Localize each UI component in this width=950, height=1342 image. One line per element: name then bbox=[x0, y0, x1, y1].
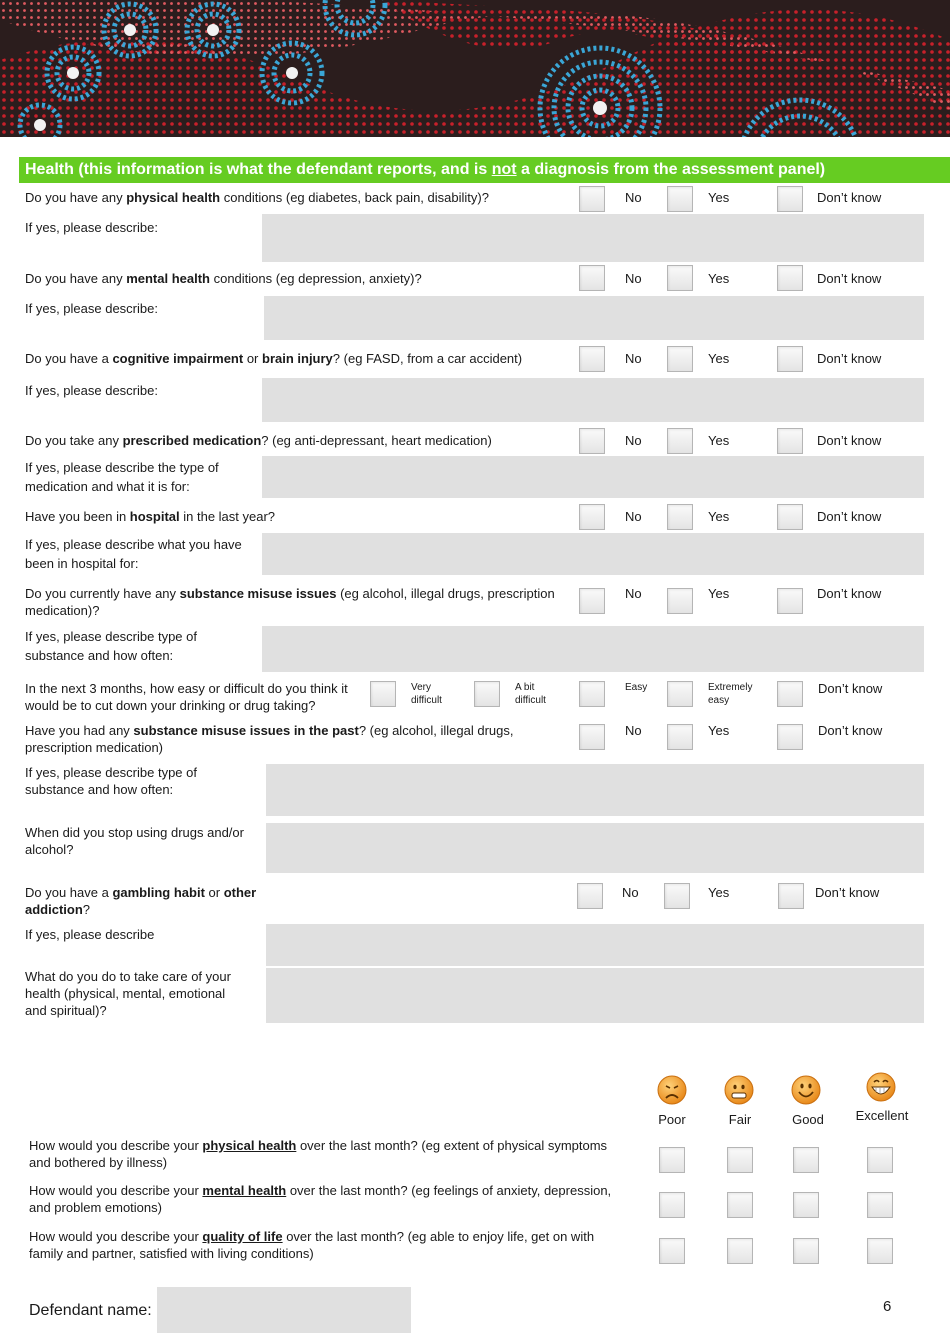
q-bold: physical health bbox=[126, 190, 221, 205]
quality-poor-checkbox[interactable] bbox=[659, 1238, 685, 1264]
cognitive-describe-label: If yes, please describe: bbox=[25, 383, 158, 398]
mental-yes-checkbox[interactable] bbox=[667, 265, 693, 291]
option-label: Don’t know bbox=[818, 681, 883, 696]
option-label: Don’t know bbox=[818, 723, 883, 738]
option-label: Yes bbox=[708, 586, 730, 601]
option-label: Easy bbox=[625, 682, 648, 693]
gambling-yes-checkbox[interactable] bbox=[664, 883, 690, 909]
mental-dontknow-checkbox[interactable] bbox=[777, 265, 803, 291]
health-care-field[interactable] bbox=[266, 968, 924, 1023]
q-text: conditions (eg diabetes, back pain, disability)? bbox=[220, 190, 489, 205]
q-text: How would you describe your bbox=[29, 1183, 203, 1198]
option-label: Don’t know bbox=[817, 271, 882, 286]
hospital-yes-checkbox[interactable] bbox=[667, 504, 693, 530]
physical-fair-checkbox[interactable] bbox=[727, 1147, 753, 1173]
gambling-no-checkbox[interactable] bbox=[577, 883, 603, 909]
physical-dontknow-checkbox[interactable] bbox=[777, 186, 803, 212]
q-text: Do you take any bbox=[25, 433, 123, 448]
q-text: or bbox=[204, 885, 224, 900]
q-bold: gambling habit bbox=[112, 885, 205, 900]
q-text: Have you been in bbox=[25, 509, 130, 524]
substance-no-checkbox[interactable] bbox=[579, 588, 605, 614]
cognitive-dontknow-checkbox[interactable] bbox=[777, 346, 803, 372]
quality-good-checkbox[interactable] bbox=[793, 1238, 819, 1264]
gambling-question bbox=[25, 884, 265, 918]
physical-health-question bbox=[25, 189, 489, 206]
very-difficult-checkbox[interactable] bbox=[370, 681, 396, 707]
q-text: (eg alcohol, illegal drugs, prescription medication)? bbox=[25, 586, 555, 618]
medication-question bbox=[25, 432, 492, 449]
q-text: ? (eg FASD, from a car accident) bbox=[332, 351, 523, 366]
quality-fair-checkbox[interactable] bbox=[727, 1238, 753, 1264]
gambling-describe-field[interactable] bbox=[266, 924, 924, 966]
medication-dontknow-checkbox[interactable] bbox=[777, 428, 803, 454]
smile-face-icon bbox=[790, 1074, 822, 1106]
option-label: Don’t know bbox=[817, 190, 882, 205]
past-substance-yes-checkbox[interactable] bbox=[667, 724, 693, 750]
q-text: over the last month? (eg able to enjoy life, get on with family and partner, satisfied with living conditions) bbox=[29, 1229, 595, 1261]
past-substance-question bbox=[25, 722, 545, 756]
option-label: Yes bbox=[708, 509, 730, 524]
option-label: Don’t know bbox=[817, 509, 882, 524]
option-label: Yes bbox=[708, 190, 730, 205]
option-label: Yes bbox=[708, 351, 730, 366]
past-substance-describe-label: If yes, please describe type of substance and how often: bbox=[25, 765, 197, 797]
q-bold: cognitive impairment bbox=[112, 351, 244, 366]
option-label: Don’t know bbox=[817, 351, 882, 366]
hospital-question bbox=[25, 508, 275, 525]
option-label: No bbox=[625, 190, 642, 205]
rating-question-physical bbox=[29, 1137, 629, 1171]
decorative-banner bbox=[0, 0, 950, 137]
option-label: Don’t know bbox=[815, 885, 880, 900]
q-text: Have you had any bbox=[25, 723, 134, 738]
mental-no-checkbox[interactable] bbox=[579, 265, 605, 291]
option-label: No bbox=[625, 723, 642, 738]
q-text: How would you describe your bbox=[29, 1138, 203, 1153]
rating-label-good: Good bbox=[792, 1112, 824, 1127]
q-bold: substance misuse issues bbox=[179, 586, 337, 601]
q-text: Do you have any bbox=[25, 190, 127, 205]
mental-poor-checkbox[interactable] bbox=[659, 1192, 685, 1218]
defendant-name-field[interactable] bbox=[157, 1287, 411, 1333]
option-label: No bbox=[625, 351, 642, 366]
option-label: Extremely easy bbox=[708, 682, 753, 706]
q-text: ? (eg anti-depressant, heart medication) bbox=[261, 433, 492, 448]
mental-health-question bbox=[25, 270, 422, 287]
header-title-before: Health (this information is what the defendant reports, and is bbox=[25, 161, 492, 178]
physical-poor-checkbox[interactable] bbox=[659, 1147, 685, 1173]
physical-yes-checkbox[interactable] bbox=[667, 186, 693, 212]
past-substance-dontknow-checkbox[interactable] bbox=[777, 724, 803, 750]
hospital-describe-field[interactable] bbox=[262, 533, 924, 575]
q-text: conditions (eg depression, anxiety)? bbox=[209, 271, 422, 286]
stopped-using-label: When did you stop using drugs and/or alcohol? bbox=[25, 825, 244, 857]
q-underlined: mental health bbox=[202, 1183, 287, 1198]
q-text: Do you have any bbox=[25, 271, 127, 286]
past-substance-no-checkbox[interactable] bbox=[579, 724, 605, 750]
q-text: ? bbox=[82, 902, 91, 917]
physical-no-checkbox[interactable] bbox=[579, 186, 605, 212]
substance-yes-checkbox[interactable] bbox=[667, 588, 693, 614]
page-number: 6 bbox=[883, 1298, 892, 1315]
medication-describe-label: If yes, please describe the type of medication and what it is for: bbox=[25, 460, 219, 494]
medication-yes-checkbox[interactable] bbox=[667, 428, 693, 454]
q-text: over the last month? (eg feelings of anxiety, depression, and problem emotions) bbox=[29, 1183, 612, 1215]
q-text: Do you have a bbox=[25, 351, 113, 366]
q-text: ? (eg alcohol, illegal drugs, prescription medication) bbox=[25, 723, 514, 755]
q-text: in the last year? bbox=[179, 509, 276, 524]
q-bold: substance misuse issues in the past bbox=[133, 723, 359, 738]
neutral-face-icon bbox=[723, 1074, 755, 1106]
rating-label-fair: Fair bbox=[728, 1112, 752, 1127]
rating-label-poor: Poor bbox=[658, 1112, 686, 1127]
extremely-easy-checkbox[interactable] bbox=[667, 681, 693, 707]
mental-excellent-checkbox[interactable] bbox=[867, 1192, 893, 1218]
dot-art-pattern bbox=[0, 0, 950, 137]
cognitive-yes-checkbox[interactable] bbox=[667, 346, 693, 372]
header-title-underlined: not bbox=[491, 161, 517, 178]
past-substance-describe-field[interactable] bbox=[266, 764, 924, 816]
physical-good-checkbox[interactable] bbox=[793, 1147, 819, 1173]
substance-describe-label: If yes, please describe type of substance and how often: bbox=[25, 629, 197, 663]
header-title-after: a diagnosis from the assessment panel) bbox=[516, 161, 826, 178]
q-text: Do you have a bbox=[25, 885, 113, 900]
q-bold: hospital bbox=[129, 509, 180, 524]
q-text: Do you currently have any bbox=[25, 586, 180, 601]
rating-question-mental bbox=[29, 1182, 629, 1216]
cutdown-question: In the next 3 months, how easy or difficult do you think it would be to cut down your drinking or drug taking? bbox=[25, 681, 348, 713]
option-label: Yes bbox=[708, 885, 730, 900]
physical-describe-field[interactable] bbox=[262, 214, 924, 262]
q-text: How would you describe your bbox=[29, 1229, 203, 1244]
option-label: Don’t know bbox=[817, 433, 882, 448]
gambling-describe-label: If yes, please describe bbox=[25, 927, 155, 942]
hospital-dontknow-checkbox[interactable] bbox=[777, 504, 803, 530]
bit-difficult-checkbox[interactable] bbox=[474, 681, 500, 707]
q-bold: prescribed medication bbox=[122, 433, 262, 448]
q-bold: other addiction bbox=[25, 885, 257, 917]
physical-excellent-checkbox[interactable] bbox=[867, 1147, 893, 1173]
option-label: No bbox=[625, 433, 642, 448]
mental-good-checkbox[interactable] bbox=[793, 1192, 819, 1218]
q-bold: brain injury bbox=[262, 351, 333, 366]
quality-excellent-checkbox[interactable] bbox=[867, 1238, 893, 1264]
option-label: No bbox=[625, 586, 642, 601]
mental-describe-field[interactable] bbox=[264, 296, 924, 340]
medication-describe-field[interactable] bbox=[262, 456, 924, 498]
stopped-using-field[interactable] bbox=[266, 823, 924, 873]
mental-fair-checkbox[interactable] bbox=[727, 1192, 753, 1218]
substance-dontknow-checkbox[interactable] bbox=[777, 588, 803, 614]
option-label: Very difficult bbox=[411, 682, 442, 706]
option-label: No bbox=[625, 509, 642, 524]
option-label: Yes bbox=[708, 723, 730, 738]
defendant-name-label: Defendant name: bbox=[29, 1302, 152, 1319]
substance-describe-field[interactable] bbox=[262, 626, 924, 672]
mental-describe-label: If yes, please describe: bbox=[25, 301, 158, 316]
option-label: A bit difficult bbox=[515, 682, 546, 706]
hospital-describe-label: If yes, please describe what you have been in hospital for: bbox=[25, 537, 242, 571]
q-text: over the last month? (eg extent of physical symptoms and bothered by illness) bbox=[29, 1138, 608, 1170]
cutdown-dontknow-checkbox[interactable] bbox=[777, 681, 803, 707]
cognitive-no-checkbox[interactable] bbox=[579, 346, 605, 372]
section-header bbox=[19, 157, 950, 183]
sad-face-icon bbox=[656, 1074, 688, 1106]
q-underlined: quality of life bbox=[202, 1229, 283, 1244]
option-label: No bbox=[622, 885, 639, 900]
cognitive-question bbox=[25, 350, 522, 367]
medication-no-checkbox[interactable] bbox=[579, 428, 605, 454]
grin-face-icon bbox=[865, 1071, 897, 1103]
rating-label-excellent: Excellent bbox=[855, 1108, 909, 1123]
option-label: No bbox=[625, 271, 642, 286]
cognitive-describe-field[interactable] bbox=[262, 378, 924, 422]
q-underlined: physical health bbox=[202, 1138, 297, 1153]
option-label: Yes bbox=[708, 271, 730, 286]
option-label: Don’t know bbox=[817, 586, 882, 601]
easy-checkbox[interactable] bbox=[579, 681, 605, 707]
physical-describe-label: If yes, please describe: bbox=[25, 220, 158, 235]
hospital-no-checkbox[interactable] bbox=[579, 504, 605, 530]
rating-question-quality bbox=[29, 1228, 629, 1262]
substance-question bbox=[25, 585, 565, 619]
gambling-dontknow-checkbox[interactable] bbox=[778, 883, 804, 909]
q-bold: mental health bbox=[126, 271, 210, 286]
option-label: Yes bbox=[708, 433, 730, 448]
q-text: or bbox=[243, 351, 262, 366]
health-care-question: What do you do to take care of your health (physical, mental, emotional and spiritual)? bbox=[25, 969, 231, 1018]
